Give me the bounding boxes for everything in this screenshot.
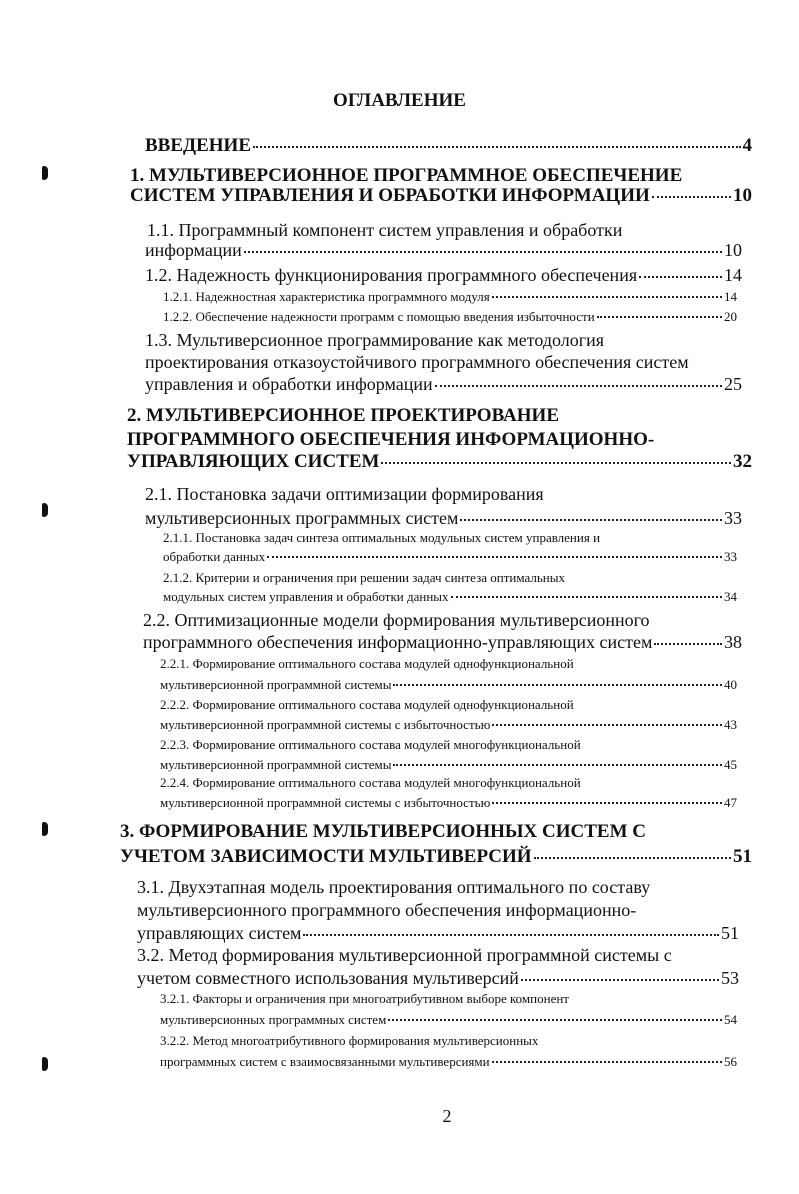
toc-page-number: 54 [724, 1012, 737, 1027]
toc-entry-text-line [160, 657, 574, 670]
toc-entry-line [145, 509, 742, 527]
toc-entry-title: 2.1. Постановка задачи оптимизации формирования [145, 484, 544, 504]
toc-entry-title: 2.2.1. Формирование оптимального состава модулей однофункциональной [160, 656, 574, 671]
toc-entry-title: мультиверсионной программной системы [160, 757, 392, 772]
toc-entry-title: информации [145, 240, 242, 260]
dot-leader [267, 556, 722, 558]
toc-entry-line [145, 136, 752, 155]
toc-entry-line [137, 969, 739, 987]
toc-entry-line [137, 924, 739, 942]
toc-entry-title: управления и обработки информации [145, 374, 433, 394]
toc-entry-text-line [160, 992, 569, 1005]
toc-page-number: 14 [724, 289, 737, 304]
toc-entry-line [160, 1055, 737, 1068]
toc-entry-line [160, 718, 737, 731]
toc-page-number: 51 [721, 923, 739, 943]
toc-entry-text-line [120, 822, 646, 841]
dot-leader [492, 724, 722, 726]
toc-entry-title: 3.1. Двухэтапная модель проектирования оптимального по составу [137, 877, 651, 897]
dot-leader [435, 385, 722, 387]
toc-entry-title: 1.1. Программный компонент систем управления и обработки [147, 220, 623, 240]
toc-entry-line [160, 678, 737, 691]
toc-entry-text-line [145, 331, 604, 349]
toc-entry-line [130, 186, 752, 205]
toc-entry-line [160, 1013, 737, 1026]
toc-entry-title: 3.2. Метод формирования мультиверсионной программной системы с [137, 945, 672, 965]
toc-entry-title: 1.2. Надежность функционирования программного обеспечения [145, 265, 638, 285]
toc-entry-line [160, 758, 737, 771]
toc-page-number: 47 [724, 795, 737, 810]
toc-entry-text-line [130, 166, 682, 185]
toc-page-number: 38 [724, 632, 742, 652]
dot-leader [492, 296, 722, 298]
toc-entry-title: 2.1.1. Постановка задач синтеза оптимальных модульных систем управления и [163, 530, 601, 545]
dot-leader [303, 934, 719, 936]
dot-leader [639, 276, 722, 278]
toc-entry-text-line [147, 221, 622, 239]
toc-page-number: 33 [724, 508, 742, 528]
toc-page-number: 14 [724, 265, 742, 285]
toc-entry-line [163, 310, 737, 323]
toc-entry-title: мультиверсионного программного обеспечения информационно- [137, 900, 637, 920]
dot-leader [381, 462, 731, 464]
dot-leader [460, 519, 722, 521]
toc-entry-title: ПРОГРАММНОГО ОБЕСПЕЧЕНИЯ ИНФОРМАЦИОННО- [127, 429, 655, 450]
toc-entry-text-line [163, 531, 600, 544]
toc-page-number: 4 [742, 135, 752, 156]
toc-entry-title: 3.2.2. Метод многоатрибутивного формирования мультиверсионных [160, 1033, 539, 1048]
toc-entry-line [163, 590, 737, 603]
toc-page-number: 25 [724, 374, 742, 394]
toc-page-number: 43 [724, 717, 737, 732]
page-title: ОГЛАВЛЕНИЕ [333, 90, 466, 111]
dot-leader [652, 196, 731, 198]
toc-entry-text-line [160, 738, 581, 751]
scan-mark [42, 822, 48, 836]
toc-entry-title: 3.2.1. Факторы и ограничения при многоатрибутивном выборе компонент [160, 991, 569, 1006]
dot-leader [521, 979, 719, 981]
dot-leader [492, 1061, 722, 1063]
toc-entry-line [160, 796, 737, 809]
dot-leader [253, 146, 741, 148]
toc-entry-title: мультиверсионной программной системы с избыточностью [160, 717, 491, 732]
toc-entry-text-line [163, 571, 565, 584]
scan-mark [42, 503, 48, 517]
toc-entry-title: 2. МУЛЬТИВЕРСИОННОЕ ПРОЕКТИРОВАНИЕ [127, 405, 559, 426]
toc-entry-title: мультиверсионной программной системы с избыточностью [160, 795, 491, 810]
toc-entry-line [145, 375, 742, 393]
toc-entry-title: программного обеспечения информационно-управляющих систем [143, 632, 653, 652]
toc-entry-line [120, 847, 752, 866]
toc-page-number: 33 [724, 549, 737, 564]
toc-entry-text-line [137, 878, 650, 896]
toc-entry-line [163, 290, 737, 303]
toc-entry-line [143, 633, 742, 651]
toc-page-number: 56 [724, 1054, 737, 1069]
toc-page-number: 53 [721, 968, 739, 988]
toc-entry-title: ВВЕДЕНИЕ [145, 135, 251, 156]
toc-entry-title: обработки данных [163, 549, 266, 564]
toc-entry-title: УПРАВЛЯЮЩИХ СИСТЕМ [127, 451, 380, 472]
page-number: 2 [442, 1106, 452, 1126]
toc-entry-title: мультиверсионных программных систем [160, 1012, 387, 1027]
toc-entry-title: 1.3. Мультиверсионное программирование как методология [145, 330, 605, 350]
toc-page-number: 20 [724, 309, 737, 324]
toc-entry-text-line [145, 485, 544, 503]
toc-entry-title: 1. МУЛЬТИВЕРСИОННОЕ ПРОГРАММНОЕ ОБЕСПЕЧЕНИЕ [130, 165, 683, 186]
toc-entry-text-line [160, 698, 574, 711]
toc-entry-text-line [137, 901, 636, 919]
dot-leader [492, 802, 722, 804]
toc-entry-text-line [145, 353, 689, 371]
toc-entry-title: программных систем с взаимосвязанными мультиверсиями [160, 1054, 490, 1069]
toc-entry-text-line [137, 946, 672, 964]
dot-leader [451, 596, 722, 598]
toc-page-number: 40 [724, 677, 737, 692]
toc-entry-title: 2.2.3. Формирование оптимального состава модулей многофункциональной [160, 737, 581, 752]
toc-entry-title: мультиверсионных программных систем [145, 508, 459, 528]
toc-page-number: 51 [733, 846, 752, 867]
toc-entry-text-line [160, 1034, 538, 1047]
toc-entry-text-line [160, 776, 581, 789]
scan-mark [42, 1057, 48, 1071]
dot-leader [654, 643, 722, 645]
toc-page-number: 10 [733, 185, 752, 206]
toc-entry-title: 1.2.1. Надежностная характеристика программного модуля [163, 289, 490, 304]
toc-entry-title: 2.2.4. Формирование оптимального состава модулей многофункциональной [160, 775, 581, 790]
toc-entry-text-line [127, 406, 559, 425]
toc-entry-title: 3. ФОРМИРОВАНИЕ МУЛЬТИВЕРСИОННЫХ СИСТЕМ С [120, 821, 646, 842]
toc-entry-title: СИСТЕМ УПРАВЛЕНИЯ И ОБРАБОТКИ ИНФОРМАЦИИ [130, 185, 650, 206]
toc-page-number: 32 [733, 451, 752, 472]
dot-leader [597, 316, 722, 318]
toc-entry-title: 2.2.2. Формирование оптимального состава модулей однофункциональной [160, 697, 574, 712]
toc-entry-title: учетом совместного использования мультиверсий [137, 968, 519, 988]
toc-entry-title: УЧЕТОМ ЗАВИСИМОСТИ МУЛЬТИВЕРСИЙ [120, 846, 532, 867]
scan-mark [42, 166, 48, 180]
toc-entry-line [145, 266, 742, 284]
toc-page-number: 45 [724, 757, 737, 772]
toc-entry-line [145, 241, 742, 259]
toc-entry-line [127, 452, 752, 471]
toc-page-number: 10 [724, 240, 742, 260]
dot-leader [393, 684, 722, 686]
toc-entry-title: 1.2.2. Обеспечение надежности программ с помощью введения избыточности [163, 309, 595, 324]
toc-entry-title: проектирования отказоустойчивого программного обеспечения систем [145, 352, 689, 372]
toc-entry-title: мультиверсионной программной системы [160, 677, 392, 692]
toc-entry-title: модульных систем управления и обработки данных [163, 589, 449, 604]
dot-leader [388, 1019, 722, 1021]
toc-entry-text-line [143, 611, 650, 629]
toc-entry-title: 2.2. Оптимизационные модели формирования мультиверсионного [143, 610, 650, 630]
dot-leader [534, 857, 731, 859]
toc-entry-title: управляющих систем [137, 923, 302, 943]
dot-leader [244, 251, 722, 253]
toc-entry-line [163, 550, 737, 563]
toc-entry-text-line [127, 430, 654, 449]
toc-page-number: 34 [724, 589, 737, 604]
dot-leader [393, 764, 722, 766]
toc-entry-title: 2.1.2. Критерии и ограничения при решении задач синтеза оптимальных [163, 570, 565, 585]
